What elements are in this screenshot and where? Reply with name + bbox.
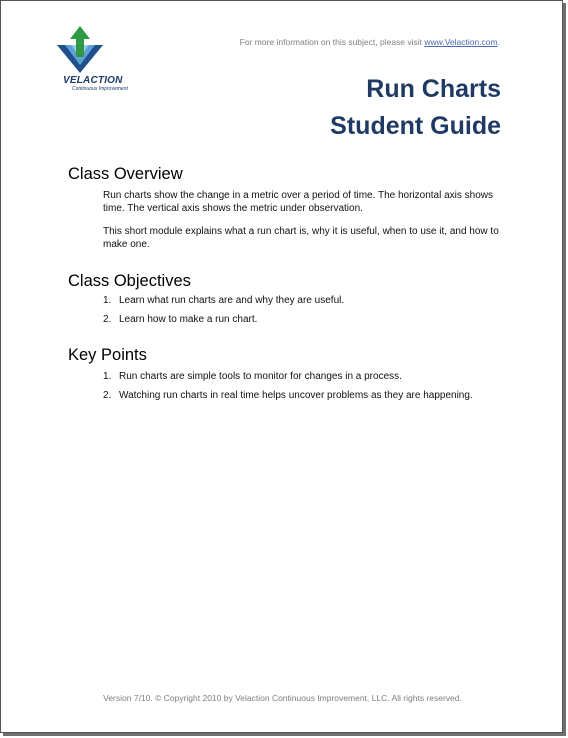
list-number: 1. [103, 371, 112, 382]
footer-copyright: Version 7/10. © Copyright 2010 by Velaction Continuous Improvement, LLC. All rights reserved. [103, 693, 462, 703]
list-number: 1. [103, 295, 112, 306]
list-text: Run charts are simple tools to monitor for changes in a process. [119, 371, 402, 382]
list-item [103, 313, 473, 326]
info-suffix: . [497, 37, 500, 47]
list-text: Watching run charts in real time helps uncover problems as they are happening. [119, 390, 473, 401]
list-item [103, 370, 473, 383]
list-number: 2. [103, 390, 112, 401]
list-number: 2. [103, 314, 112, 325]
class-objectives-heading: Class Objectives [68, 272, 191, 290]
velaction-link[interactable]: www.Velaction.com [424, 37, 498, 47]
velaction-logo [53, 25, 138, 95]
list-text: Learn what run charts are and why they are useful. [119, 295, 345, 306]
info-line [240, 37, 500, 47]
logo-tagline: Continuous Improvement [72, 86, 128, 92]
overview-paragraph-2: This short module explains what a run chart is, why it is useful, when to use it, and how to make one. [103, 226, 499, 250]
list-text: Learn how to make a run chart. [119, 314, 258, 325]
key-points-list [103, 370, 473, 408]
list-item [103, 294, 473, 307]
overview-paragraph-1: Run charts show the change in a metric over a period of time. The horizontal axis shows time. The vertical axis shows the metric under observation. [103, 190, 494, 214]
class-overview-heading: Class Overview [68, 165, 183, 183]
list-item [103, 389, 473, 402]
logo-name: VELACTION [63, 75, 123, 86]
v-arrow-logo-icon [53, 25, 138, 75]
title-line-1: Run Charts [366, 75, 501, 103]
key-points-heading: Key Points [68, 346, 147, 364]
info-prefix: For more information on this subject, please visit [239, 37, 425, 47]
title-line-2: Student Guide [330, 112, 501, 140]
page-title [330, 71, 501, 145]
objectives-list [103, 294, 473, 332]
